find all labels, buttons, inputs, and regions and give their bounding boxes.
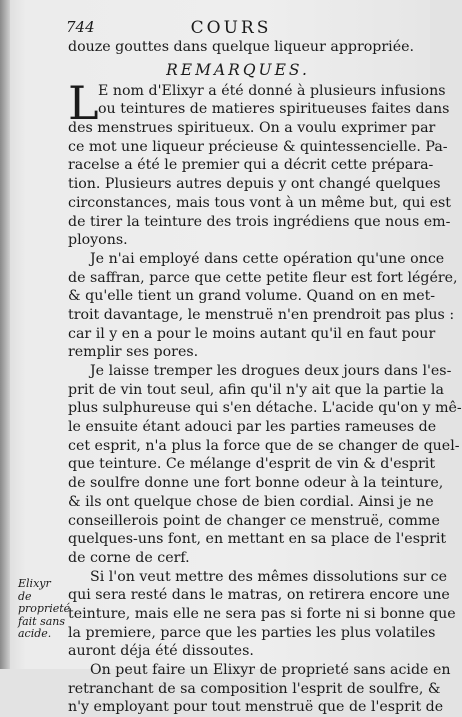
text-line: qui sera resté dans le matras, on retirera encore une: [68, 587, 450, 604]
text-line: des menstrues spiritueux. On a voulu exprimer par: [68, 120, 436, 137]
text-line: de saffran, parce que cette petite fleur est fort légére,: [68, 269, 458, 286]
text-line: de corne de cerf.: [68, 549, 190, 566]
page-header: [66, 18, 396, 38]
text-line: ou teintures de matieres spiritueuses faites dans: [98, 101, 450, 118]
text-line: retranchant de sa composition l'esprit de soulfre, &: [68, 680, 441, 697]
margin-note-line: acide.: [18, 627, 52, 640]
text-line: & qu'elle tient un grand volume. Quand on en met-: [68, 288, 436, 305]
text-line: circonstances, mais tous vont à un même but, qui est: [68, 194, 451, 211]
text-line: la premiere, parce que les parties les plus volatiles: [68, 624, 436, 641]
margin-note-line: Elixyr de: [18, 577, 51, 603]
paragraph-4: [68, 568, 456, 661]
text-line: tion. Plusieurs autres depuis y ont changé quelques: [68, 176, 441, 193]
remarks-heading: REMARQUES.: [166, 60, 310, 79]
text-line: On peut faire un Elixyr de proprieté sans acide en: [90, 662, 451, 678]
page-number: 744: [66, 18, 95, 36]
text-line: teinture, mais elle ne sera pas si forte ni si bonne que: [68, 605, 456, 622]
text-line: de tirer la teinture des trois ingrédiens que nous em-: [68, 213, 451, 230]
text-line: cet esprit, n'a plus la force que de se changer de quel-: [68, 437, 460, 454]
text-line: auront déja été dissoutes.: [68, 643, 254, 660]
text-body: [68, 38, 462, 717]
top-line: douze gouttes dans quelque liqueur appropriée.: [68, 39, 415, 55]
text-line: de soulfre donne une fort bonne odeur à la teinture,: [68, 475, 444, 492]
paragraph-1: [68, 75, 451, 250]
text-line: n'y employant pour tout menstruë que de l'esprit de: [68, 699, 444, 716]
text-line: le ensuite étant adouci par les parties rameuses de: [68, 419, 437, 436]
text-line: troit davantage, le menstruë n'en prendroit pas plus :: [68, 306, 455, 323]
margin-note-line: proprieté: [18, 602, 71, 615]
text-line: Je laisse tremper les drogues deux jours dans l'es-: [90, 363, 452, 379]
text-line: quelques-uns font, en mettant en sa place de l'esprit: [68, 531, 447, 548]
running-title: COURS: [190, 18, 272, 38]
text-line: plus sulphureuse qui s'en détache. L'acide qu'on y mê-: [68, 400, 462, 417]
drop-cap: L: [68, 75, 99, 130]
margin-note-line: fait sans: [18, 614, 65, 628]
text-line: remplir ses pores.: [68, 344, 199, 361]
text-line: prit de vin tout seul, afin qu'il n'y ait que la partie la: [68, 381, 444, 398]
text-line: ployons.: [68, 232, 128, 249]
book-spine-shadow: [0, 0, 10, 669]
text-line: racelse a été le premier qui a décrit cette prépara-: [68, 157, 434, 174]
paragraph-2: [68, 250, 458, 362]
margin-note: [18, 577, 71, 641]
text-line: Si l'on veut mettre des mêmes dissolutions sur ce: [90, 568, 448, 585]
text-line: E nom d'Elixyr a été donné à plusieurs infusions: [98, 82, 446, 99]
paragraph-5: [68, 661, 451, 717]
text-line: & ils ont quelque chose de bien cordial. Ainsi je ne: [68, 493, 434, 510]
text-line: conseillerois point de changer ce menstruë, comme: [68, 512, 440, 529]
text-line: car il y en a pour le moins autant qu'il en faut pour: [68, 325, 436, 342]
text-line: que teinture. Ce mélange d'esprit de vin & d'esprit: [68, 456, 436, 473]
text-line: ce mot une liqueur précieuse & quintessencielle. Pa-: [68, 138, 448, 155]
paragraph-3: [68, 362, 462, 568]
text-line: Je n'ai employé dans cette opération qu'une once: [90, 250, 445, 267]
